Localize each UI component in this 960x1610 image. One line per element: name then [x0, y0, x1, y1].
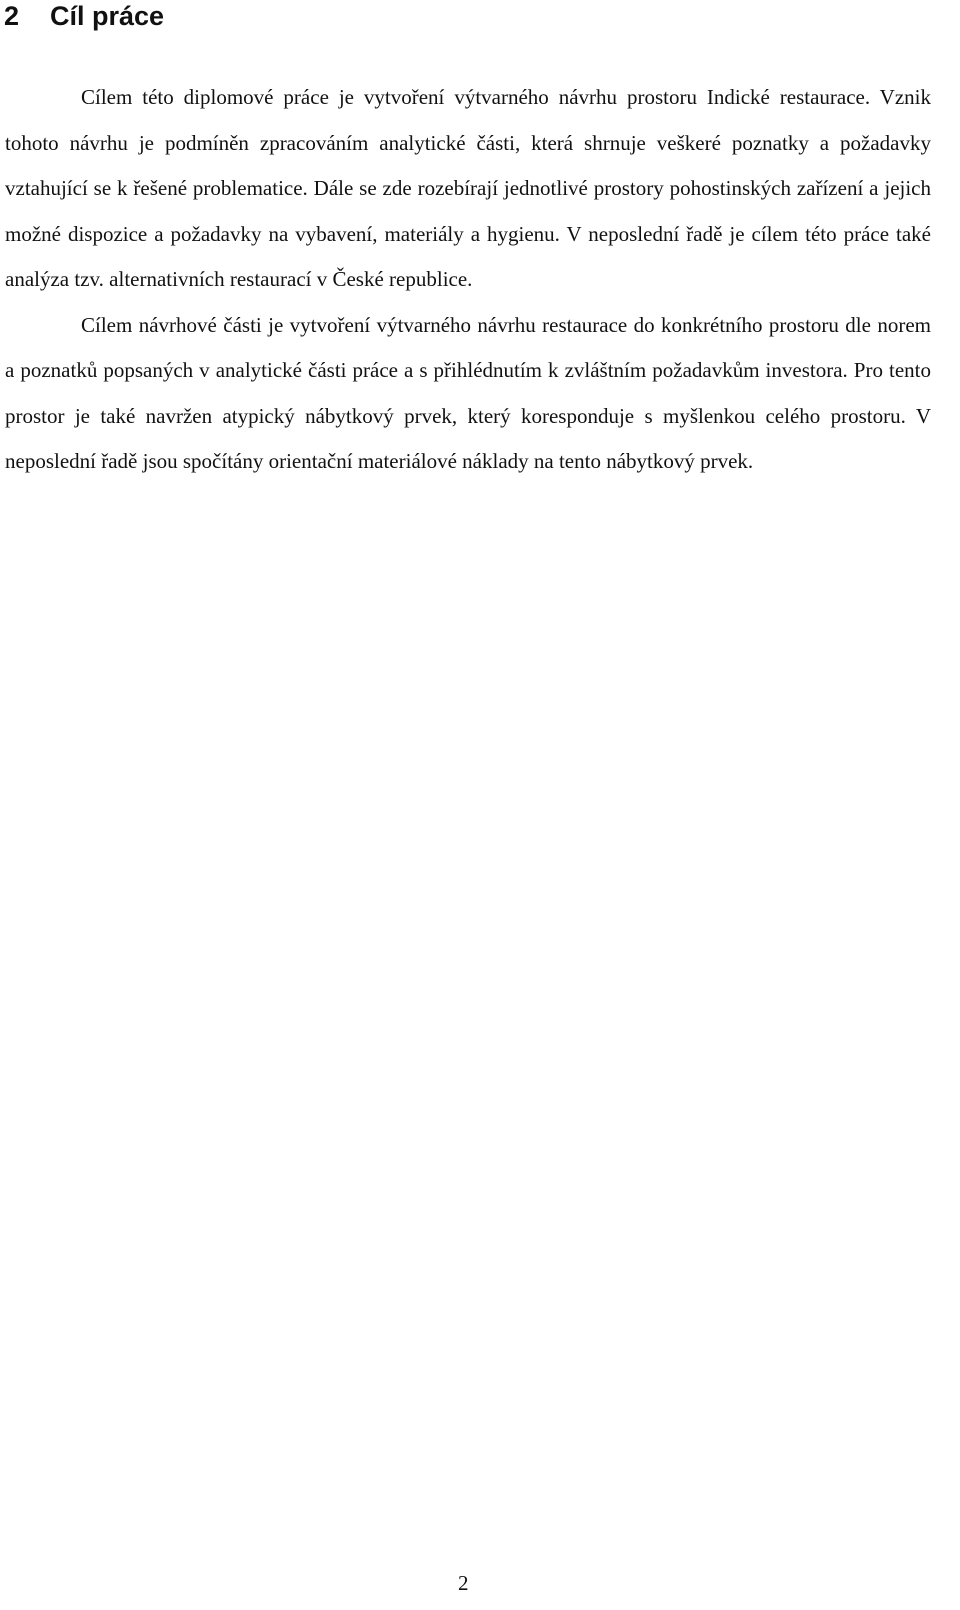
section-heading [4, 0, 164, 36]
section-title: Cíl práce [50, 1, 165, 31]
page-number: 2 [458, 1571, 469, 1595]
paragraph: Cílem návrhové části je vytvoření výtvarného návrhu restaurace do konkrétního prostoru dle norem a poznatků popsaných v analytické části práce a s přihlédnutím k zvláštním požadavkům investora. Pro tento prostor je také navržen atypický nábytkový prvek, který koresponduje s myšlenkou celého prostoru. V neposlední řadě jsou spočítány orientační materiálové náklady na tento nábytkový prvek. [5, 312, 931, 473]
body-text [5, 75, 931, 485]
section-number: 2 [4, 1, 20, 31]
paragraph: Cílem této diplomové práce je vytvoření výtvarného návrhu prostoru Indické restaurace. Vznik tohoto návrhu je podmíněn zpracováním analytické části, která shrnuje veškeré poznatky a požadavky vztahující se k řešené problematice. Dále se zde rozebírají jednotlivé prostory pohostinských zařízení a jejich možné dispozice a požadavky na vybavení, materiály a hygienu. V neposlední řadě je cílem této práce také analýza tzv. alternativních restaurací v České republice. [5, 85, 931, 291]
